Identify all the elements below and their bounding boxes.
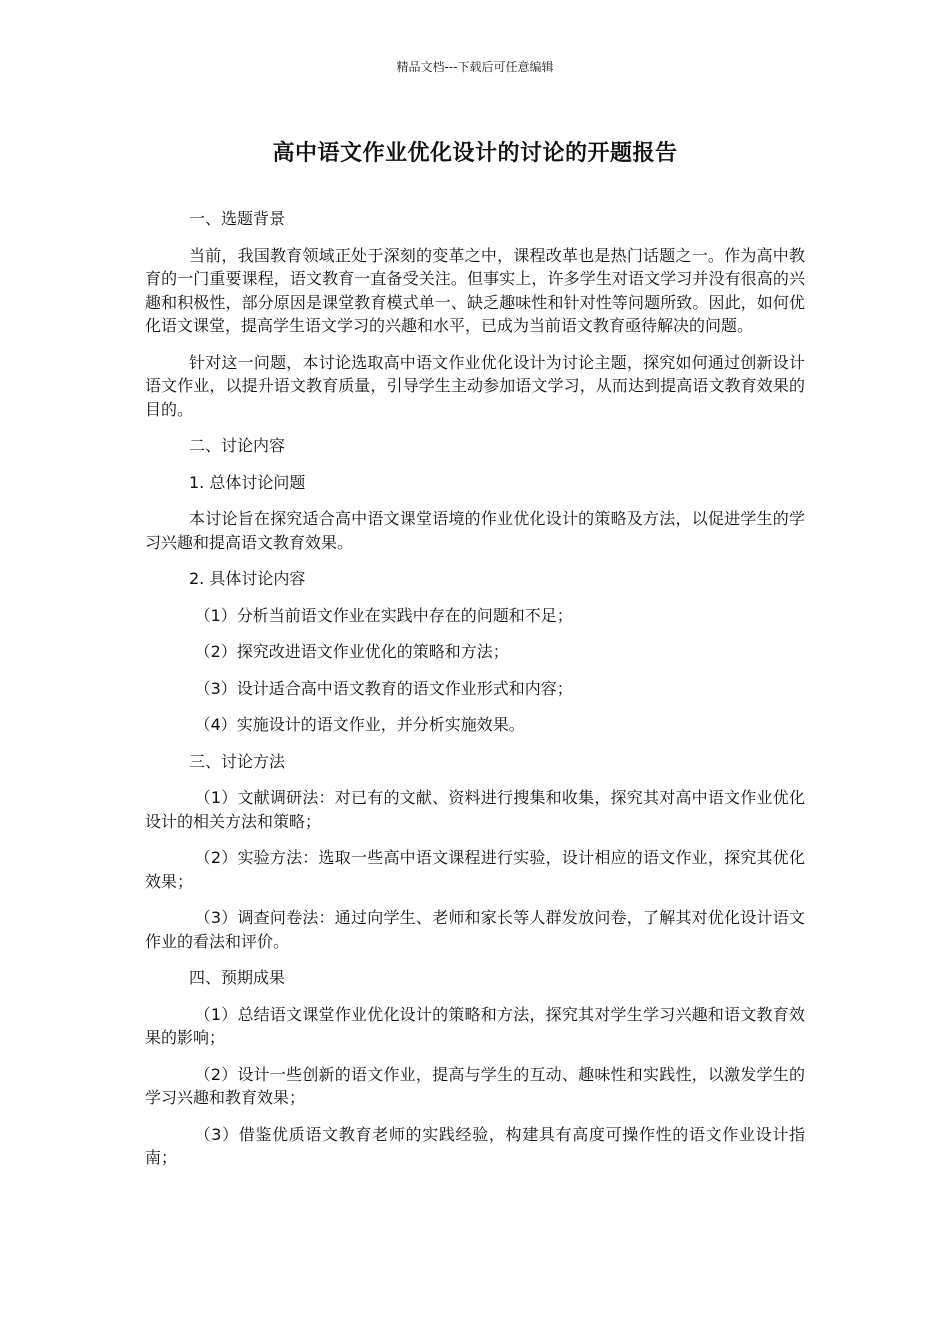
document-title: 高中语文作业优化设计的讨论的开题报告 xyxy=(272,141,678,166)
paragraph: 针对这一问题，本讨论选取高中语文作业优化设计为讨论主题，探究如何通过创新设计语文作业，以提升语文教育质量，引导学生主动参加语文学习，从而达到提高语文教育效果的目的。 xyxy=(145,352,805,419)
page-header: 精品文档---下载后可任意编辑 xyxy=(396,60,554,74)
list-item: （1）总结语文课堂作业优化设计的策略和方法，探究其对学生学习兴趣和语文教育效果的影响； xyxy=(145,1004,805,1047)
list-item: （3）设计适合高中语文教育的语文作业形式和内容； xyxy=(194,678,573,698)
subsection-heading: 2. 具体讨论内容 xyxy=(189,569,306,588)
list-item: （4）实施设计的语文作业，并分析实施效果。 xyxy=(194,715,525,734)
section-heading: 二、讨论内容 xyxy=(189,436,286,455)
section-heading: 一、选题背景 xyxy=(189,209,286,228)
list-item: （2）设计一些创新的语文作业，提高与学生的互动、趣味性和实践性，以激发学生的学习兴趣和教育效果； xyxy=(145,1064,805,1107)
list-item: （2）探究改进语文作业优化的策略和方法； xyxy=(194,642,509,661)
list-item: （3）调查问卷法：通过向学生、老师和家长等人群发放问卷，了解其对优化设计语文作业的看法和评价。 xyxy=(145,908,805,951)
document-body xyxy=(145,207,805,1183)
subsection-heading: 1. 总体讨论问题 xyxy=(189,472,306,492)
section-heading: 三、讨论方法 xyxy=(189,751,286,771)
list-item: （1）分析当前语文作业在实践中存在的问题和不足； xyxy=(194,605,573,625)
paragraph: 本讨论旨在探究适合高中语文课堂语境的作业优化设计的策略及方法，以促进学生的学习兴趣和提高语文教育效果。 xyxy=(145,509,805,552)
section-heading: 四、预期成果 xyxy=(189,968,286,987)
paragraph: 当前，我国教育领域正处于深刻的变革之中，课程改革也是热门话题之一。作为高中教育的一门重要课程，语文教育一直备受关注。但事实上，许多学生对语文学习并没有很高的兴趣和积极性，部分原因是课堂教育模式单一、缺乏趣味性和针对性等问题所致。因此，如何优化语文课堂，提高学生语文学习的兴趣和水平，已成为当前语文教育亟待解决的问题。 xyxy=(145,245,805,335)
list-item: （2）实验方法：选取一些高中语文课程进行实验，设计相应的语文作业，探究其优化效果； xyxy=(145,848,805,891)
list-item: （1）文献调研法：对已有的文献、资料进行搜集和收集，探究其对高中语文作业优化设计的相关方法和策略； xyxy=(145,788,805,831)
list-item: （3）借鉴优质语文教育老师的实践经验，构建具有高度可操作性的语文作业设计指南； xyxy=(145,1124,805,1167)
